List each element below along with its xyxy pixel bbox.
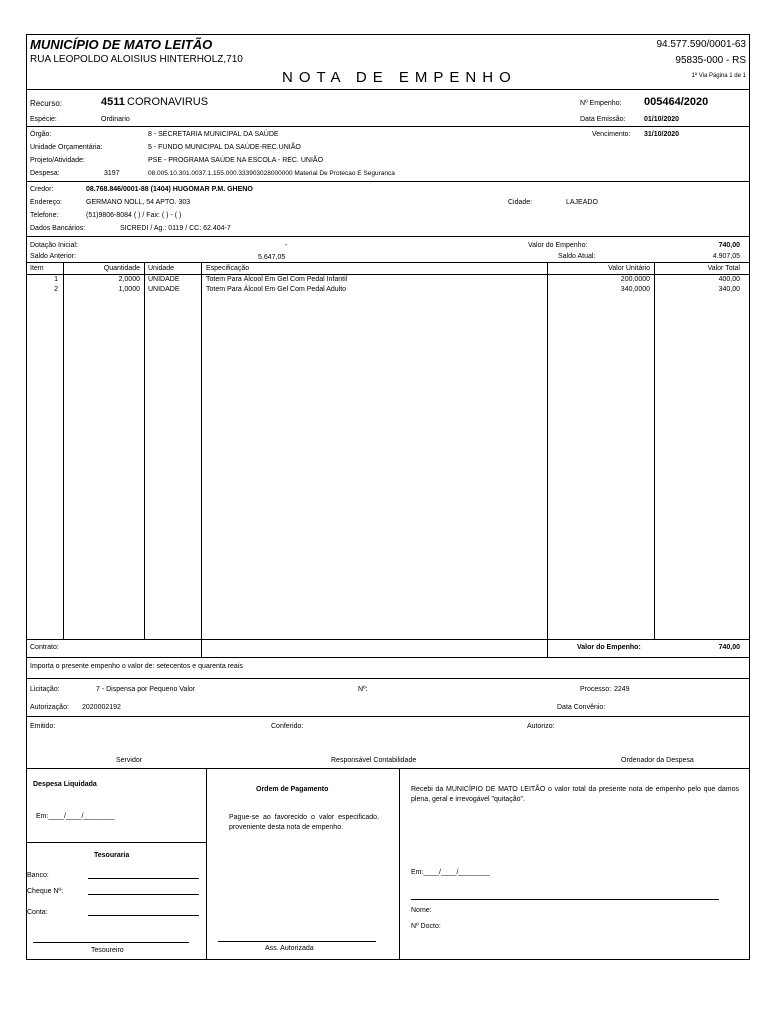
tesoureiro-label: Tesoureiro (91, 947, 124, 954)
row-quantidade: 2,0000 (118, 276, 140, 283)
orgao-value: 8 - SECRETARIA MUNICIPAL DA SAÚDE (148, 131, 279, 138)
recebi-date: Em:____/____/________ (411, 869, 490, 876)
empenho-number-label: Nº Empenho: (580, 100, 622, 107)
divider (26, 236, 750, 237)
banco-line (88, 878, 199, 879)
processo-label: Processo: (580, 686, 612, 693)
divider (26, 639, 750, 640)
col-unidade: Unidade (148, 265, 175, 272)
cheque-line (88, 894, 199, 895)
cnpj: 94.577.590/0001-63 (656, 39, 746, 50)
unidade-label: Unidade Orçamentária: (30, 144, 103, 151)
saldo-atual-value: 4.907,05 (712, 253, 740, 260)
valor-empenho-label: Valor do Empenho: (528, 242, 588, 249)
cidade-value: LAJEADO (566, 199, 598, 206)
conta-label: Conta: (27, 909, 48, 916)
municipality-address: RUA LEOPOLDO ALOISIUS HINTERHOLZ,710 (30, 54, 243, 65)
divider (26, 842, 206, 843)
divider (26, 678, 750, 679)
autorizo-label: Autorizo: (527, 723, 555, 730)
despesa-label: Despesa: (30, 170, 60, 177)
row-item: 2 (54, 286, 58, 293)
bancarios-value: SICREDI / Ag.: 0119 / CC: 62.404-7 (120, 225, 231, 232)
endereco-label: Endereço: (30, 199, 62, 206)
row-especificacao: Totem Para Álcool Em Gel Com Pedal Adulto (206, 286, 347, 293)
divider (26, 126, 750, 127)
row-unidade: UNIDADE (148, 276, 180, 283)
especie-label: Espécie: (30, 116, 57, 123)
licitacao-value: 7 - Dispensa por Pequeno Valor (96, 686, 196, 693)
ass-autorizada-line (218, 941, 376, 942)
recebi-text: Recebi da MUNICÍPIO DE MATO LEITÃO o valor total da presente nota de empenho pelo que damos plena, geral e irrevogável "quitação". (411, 786, 739, 803)
projeto-label: Projeto/Atividade: (30, 157, 85, 164)
recurso-name: CORONAVIRUS (127, 96, 209, 108)
orgao-label: Órgão: (30, 131, 52, 138)
row-valor-unitario: 200,0000 (620, 276, 650, 283)
items-header-divider (26, 274, 750, 275)
projeto-value: PSE - PROGRAMA SAÚDE NA ESCOLA - REC. UNIÃO (148, 157, 324, 164)
column-line (547, 262, 548, 657)
col-especificacao: Especificação (206, 265, 250, 272)
emitido-label: Emitido: (30, 723, 56, 730)
cheque-label: Cheque Nº: (27, 888, 64, 895)
autorizacao-value: 2020002192 (82, 704, 121, 711)
emissao-label: Data Emissão: (580, 116, 626, 123)
credor-label: Credor: (30, 186, 54, 193)
ordenador-label: Ordenador da Despesa (621, 757, 694, 764)
licitacao-label: Licitação: (30, 686, 60, 693)
autorizacao-label: Autorização: (30, 704, 69, 711)
dotacao-label: Dotação Inicial: (30, 242, 78, 249)
nome-label: Nome: (411, 907, 432, 914)
row-item: 1 (54, 276, 58, 283)
row-unidade: UNIDADE (148, 286, 180, 293)
total-empenho-value: 740,00 (718, 644, 740, 651)
vencimento-label: Vencimento: (592, 131, 631, 138)
banco-label: Banco: (27, 872, 49, 879)
recurso-label: Recurso: (30, 99, 63, 108)
ordem-pagamento-title: Ordem de Pagamento (256, 786, 329, 793)
footer-column-line (206, 768, 207, 960)
convenio-label: Data Convênio: (557, 704, 606, 711)
divider (26, 768, 750, 769)
valor-empenho-value: 740,00 (718, 242, 740, 249)
ass-autorizada-label: Ass. Autorizada (265, 945, 314, 952)
despesa-liquidada-title: Despesa Liquidada (33, 781, 97, 788)
tesouraria-title: Tesouraria (94, 852, 130, 859)
saldo-anterior-label: Saldo Anterior: (30, 253, 76, 260)
row-valor-total: 340,00 (718, 286, 740, 293)
total-empenho-label: Valor do Empenho: (577, 644, 641, 651)
despesa-value: 08.005.10.301.0037.1.155.000.333903028000000 Material De Protecao E Seguranca (148, 170, 395, 177)
divider (26, 262, 750, 263)
especie-value: Ordinario (101, 116, 130, 123)
conferido-label: Conferido: (271, 723, 304, 730)
saldo-anterior-value: 5.647,05 (258, 254, 286, 261)
tesoureiro-signature-line (33, 942, 189, 943)
cep: 95835-000 - RS (675, 55, 746, 66)
dotacao-value: - (285, 242, 288, 249)
recurso-code: 4511 (101, 96, 125, 108)
unidade-value: 5 - FUNDO MUNICIPAL DA SAÚDE-REC.UNIÃO (148, 144, 301, 151)
ordem-pagamento-text: Pague-se ao favorecido o valor especificado, proveniente desta nota de empenho. (229, 814, 379, 831)
column-line (654, 262, 655, 639)
footer-column-line (399, 768, 400, 960)
municipality-name: MUNICÍPIO DE MATO LEITÃO (30, 37, 213, 52)
contabilidade-label: Responsável Contabilidade (331, 757, 417, 764)
divider (26, 657, 750, 658)
col-quantidade: Quantidade (103, 265, 140, 272)
servidor-label: Servidor (116, 757, 143, 764)
recebi-signature-line (411, 899, 719, 900)
column-line (63, 262, 64, 639)
bancarios-label: Dados Bancários: (30, 225, 86, 232)
col-valor-unitario: Valor Unitário (608, 265, 650, 272)
despesa-code: 3197 (104, 170, 120, 177)
col-item: Item (30, 265, 44, 272)
col-valor-total: Valor Total (707, 265, 740, 272)
docto-label: Nº Docto: (411, 923, 441, 930)
emissao-date: 01/10/2020 (644, 116, 680, 123)
divider (26, 89, 750, 90)
via-page: 1ª Via Página 1 de 1 (691, 73, 746, 79)
row-especificacao: Totem Para Álcool Em Gel Com Pedal Infantil (206, 276, 348, 283)
vencimento-date: 31/10/2020 (644, 131, 680, 138)
endereco-value: GERMANO NOLL, 54 APTO. 303 (86, 199, 191, 206)
cidade-label: Cidade: (508, 199, 533, 206)
column-line (144, 262, 145, 639)
row-valor-total: 400,00 (718, 276, 740, 283)
saldo-atual-label: Saldo Atual: (558, 253, 596, 260)
conta-line (88, 915, 199, 916)
divider (26, 716, 750, 717)
divider (26, 181, 750, 182)
empenho-number: 005464/2020 (644, 96, 709, 108)
row-quantidade: 1,0000 (118, 286, 140, 293)
contrato-label: Contrato: (30, 644, 59, 651)
liquidada-date: Em:____/____/________ (36, 813, 115, 820)
document-title: NOTA DE EMPENHO (282, 69, 517, 86)
processo-value: 2249 (614, 686, 630, 693)
telefone-label: Telefone: (30, 212, 59, 219)
credor-value: 08.768.846/0001-88 (1404) HUGOMAR P.M. GHENO (86, 186, 253, 193)
telefone-value: (51)9806-8084 ( ) / Fax: ( ) - ( ) (86, 212, 182, 219)
importa-text: Importa o presente empenho o valor de: setecentos e quarenta reais (30, 663, 243, 670)
column-line (201, 262, 202, 657)
licitacao-num-label: Nº: (358, 686, 368, 693)
row-valor-unitario: 340,0000 (620, 286, 650, 293)
